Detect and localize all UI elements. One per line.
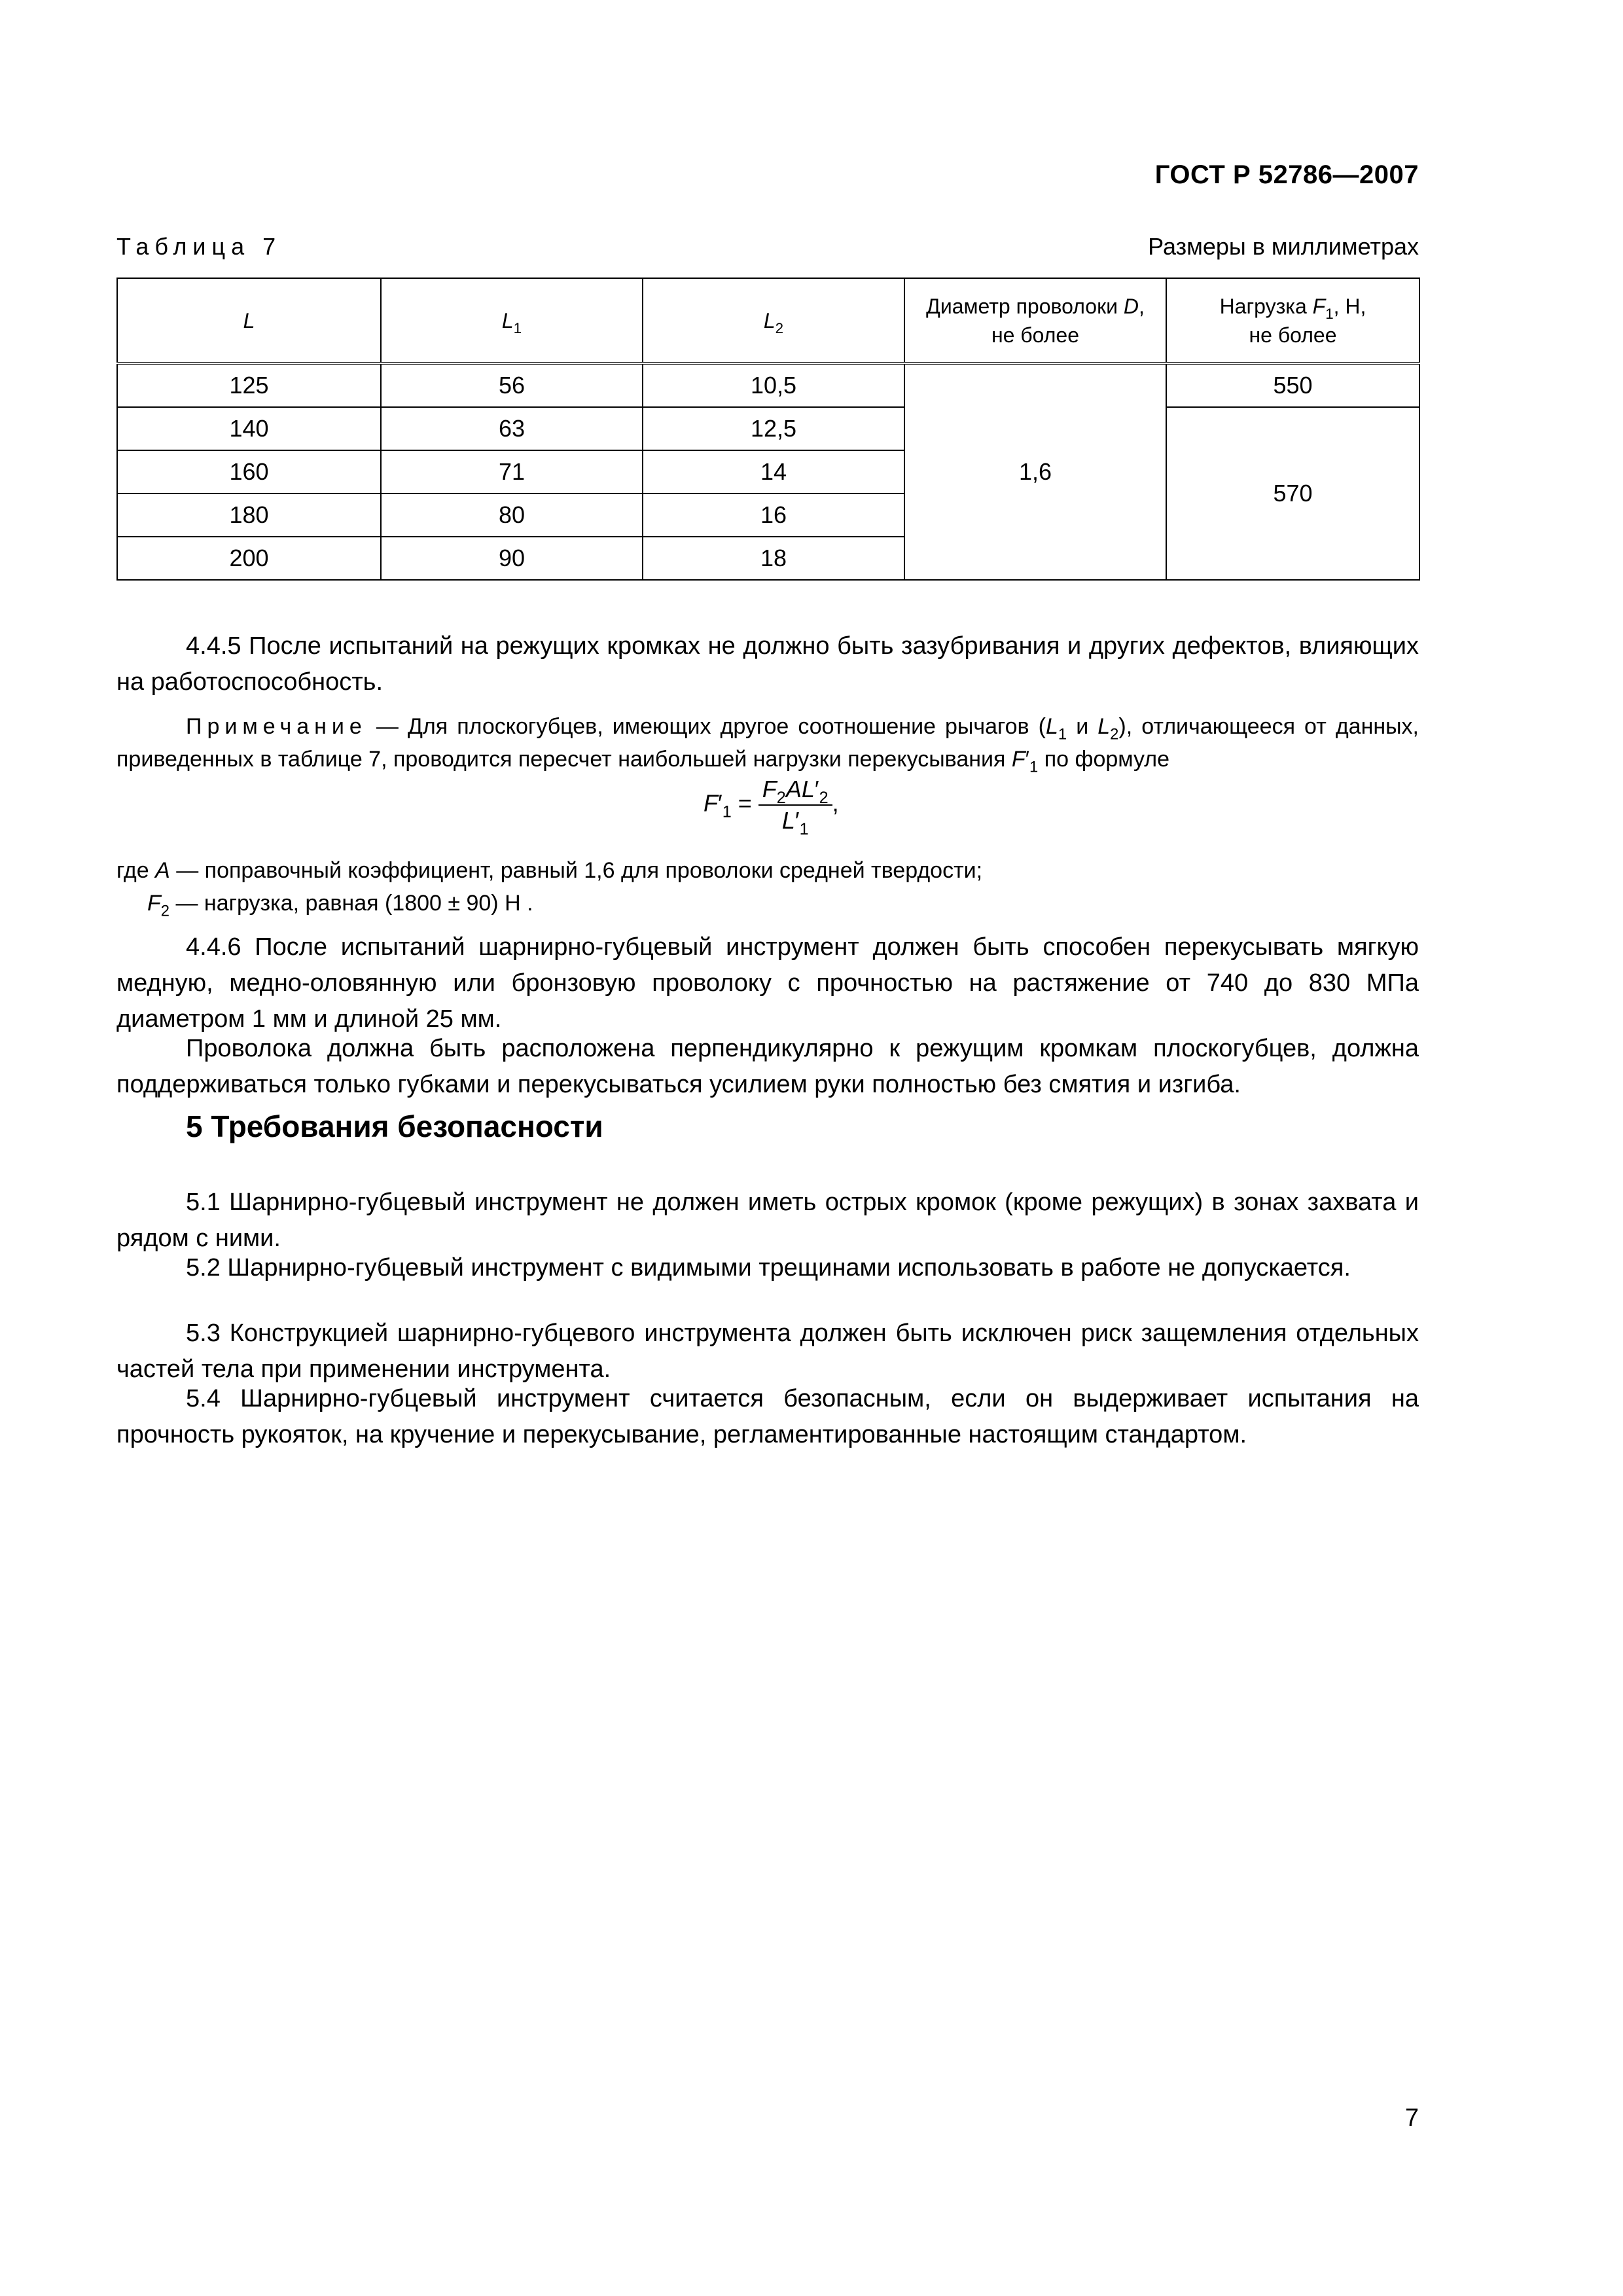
- cell-L2: 18: [643, 537, 904, 580]
- cell-load-rest: 570: [1166, 407, 1419, 580]
- col-header-diameter: Диаметр проволоки D, не более: [904, 278, 1166, 363]
- table-header-row: [117, 278, 1419, 363]
- paragraph-5-3: 5.3 Конструкцией шарнирно-губцевого инструмента должен быть исключен риск защемления отдельных частей тела при применении инструмента.: [116, 1319, 1419, 1383]
- cell-L: 160: [117, 450, 381, 493]
- col-header-L2: $L_2$: [643, 278, 904, 363]
- table-caption: Таблица 7: [116, 233, 282, 260]
- formula-f1: $F'_1$ = $\frac{F_2AL'_2}{L'_1}$ ,: [704, 776, 839, 838]
- note-paragraph: Примечание — Для плоскогубцев, имеющих другое соотношение рычагов ($L_1$ и $L_2$), отличающееся от данных, приведенных в таблице 7, проводится пересчет наибольшей нагрузки перекусывания $F'_1$ по формуле: [116, 714, 1419, 776]
- cell-L1: 90: [381, 537, 643, 580]
- paragraph-5-2: 5.2 Шарнирно-губцевый инструмент с видимыми трещинами использовать в работе не допускается.: [186, 1254, 1351, 1282]
- cell-L2: 10,5: [643, 363, 904, 407]
- paragraph-4-4-6-wire: Проволока должна быть расположена перпендикулярно к режущим кромкам плоскогубцев, должна поддерживаться только губками и перекусываться усилием руки полностью без смятия и изгиба.: [116, 1035, 1419, 1098]
- cell-L2: 14: [643, 450, 904, 493]
- document-header: ГОСТ Р 52786—2007: [1154, 160, 1419, 189]
- cell-load-first: 550: [1166, 363, 1419, 407]
- table-units: Размеры в миллиметрах: [1148, 233, 1419, 260]
- col-header-L1: $L_1$: [381, 278, 643, 363]
- section-5-title: 5 Требования безопасности: [186, 1109, 603, 1143]
- cell-L1: 71: [381, 450, 643, 493]
- cell-L: 200: [117, 537, 381, 580]
- page-number: 7: [1404, 2104, 1419, 2132]
- cell-L1: 80: [381, 493, 643, 537]
- paragraph-4-4-5: 4.4.5 После испытаний на режущих кромках не должно быть зазубривания и других дефектов, влияющих на работоспособность.: [116, 632, 1419, 696]
- where-line-2: $F_2$ — нагрузка, равная (1800 ± 90) Н .: [147, 891, 533, 920]
- cell-L2: 12,5: [643, 407, 904, 450]
- paragraph-4-4-6: 4.4.6 После испытаний шарнирно-губцевый инструмент должен быть способен перекусывать мягкую медную, медно-оловянную или бронзовую проволоку с прочностью на растяжение от 740 до 830 МПа диаметром 1 мм и длиной 25 мм.: [116, 933, 1419, 1033]
- cell-L: 140: [117, 407, 381, 450]
- table-row: [117, 363, 1419, 407]
- cell-L: 125: [117, 363, 381, 407]
- where-line-1: где A — поправочный коэффициент, равный 1,6 для проволоки средней твердости;: [116, 858, 983, 883]
- table-row: [117, 407, 1419, 450]
- formula-fraction: $\frac{F_2AL'_2}{L'_1}$: [758, 776, 832, 834]
- col-header-L: L: [117, 278, 381, 363]
- col-header-load: Нагрузка $F_1$, Н, не более: [1166, 278, 1419, 363]
- table-7: [116, 278, 1420, 581]
- cell-L1: 63: [381, 407, 643, 450]
- cell-L: 180: [117, 493, 381, 537]
- cell-L2: 16: [643, 493, 904, 537]
- cell-diameter: 1,6: [904, 363, 1166, 580]
- cell-L1: 56: [381, 363, 643, 407]
- paragraph-5-1: 5.1 Шарнирно-губцевый инструмент не должен иметь острых кромок (кроме режущих) в зонах захвата и рядом с ними.: [116, 1189, 1419, 1252]
- paragraph-5-4: 5.4 Шарнирно-губцевый инструмент считается безопасным, если он выдерживает испытания на прочность рукояток, на кручение и перекусывание, регламентированные настоящим стандартом.: [116, 1385, 1419, 1448]
